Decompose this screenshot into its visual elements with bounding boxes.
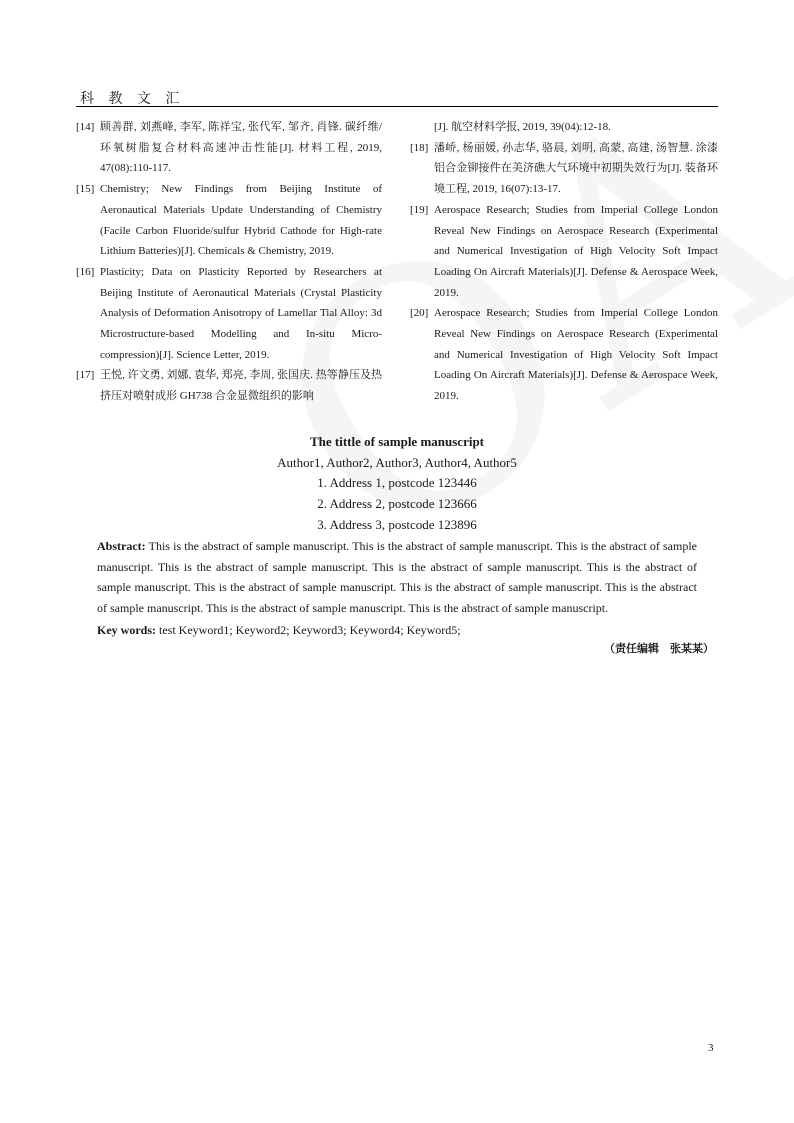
references-right-column xyxy=(410,117,718,407)
reference-text: Aerospace Research; Studies from Imperial College London Reveal New Findings on Aerospace Research (Experimental and Numerical Investigation of High Velocity Soft Impact Loading On Aircraft Materials)[J]. Defense & Aerospace Week, 2019. xyxy=(434,203,718,299)
reference-number: [20] xyxy=(410,307,429,320)
address-line: 2. Address 2, postcode 123666 xyxy=(317,496,477,512)
reference-text: 王悦, 许文勇, 刘娜, 袁华, 郑亮, 李周, 张国庆. 热等静压及热挤压对喷射成形 GH738 合金显微组织的影响 xyxy=(100,369,382,403)
reference-number: [17] xyxy=(76,369,95,382)
reference-item xyxy=(410,200,718,304)
english-title-block xyxy=(76,432,718,536)
editor-note: （责任编辑 张某某） xyxy=(604,642,714,655)
header-rule xyxy=(76,106,718,107)
reference-text: 潘峤, 杨丽媛, 孙志华, 骆晨, 刘明, 高蒙, 高建, 汤智慧. 涂漆铝合金铆接件在美济礁大气环境中初期失效行为[J]. 装备环境工程, 2019, 16(07):13-17. xyxy=(434,141,718,196)
page-number: 3 xyxy=(708,1042,714,1054)
reference-number: [16] xyxy=(76,265,95,278)
reference-text: Plasticity; Data on Plasticity Reported by Researchers at Beijing Institute of Aeronautical Materials (Crystal Plasticity Analysis of Deformation Anisotropy of Lamellar Tial Alloy: 3d Microstructure-based Modelling and In-situ Micro-compression)[J]. Science Letter, 2019. xyxy=(100,265,382,361)
reference-item xyxy=(410,138,718,200)
address-line: 3. Address 3, postcode 123896 xyxy=(317,516,477,532)
abstract-label: Abstract: xyxy=(97,539,146,553)
reference-item xyxy=(76,179,382,262)
keywords-text: test Keyword1; Keyword2; Keyword3; Keyword4; Keyword5; xyxy=(159,623,461,637)
reference-number: [14] xyxy=(76,121,95,133)
manuscript-title: The tittle of sample manuscript xyxy=(309,434,485,449)
reference-item xyxy=(76,117,382,179)
reference-item xyxy=(410,303,718,407)
reference-text: Chemistry; New Findings from Beijing Institute of Aeronautical Materials Update Understanding of Chemistry (Facile Carbon Fluoride/sulfur Hybrid Cathode for High-rate Lithium Batteries)[J]. Chemicals & Chemistry, 2019. xyxy=(100,183,382,258)
reference-item xyxy=(76,262,382,366)
keywords xyxy=(97,620,461,640)
reference-number: [19] xyxy=(410,203,429,216)
reference-number: [15] xyxy=(76,183,95,196)
keywords-label: Key words: xyxy=(97,623,156,637)
reference-text: Aerospace Research; Studies from Imperial College London Reveal New Findings on Aerospace Research (Experimental and Numerical Investigation of High Velocity Soft Impact Loading On Aircraft Materials)[J]. Defense & Aerospace Week, 2019. xyxy=(434,307,718,403)
author-list: Author1, Author2, Author3, Author4, Author5 xyxy=(277,454,517,470)
abstract xyxy=(97,536,697,618)
reference-item xyxy=(76,365,382,406)
reference-number: [18] xyxy=(410,141,429,154)
abstract-text: This is the abstract of sample manuscript. This is the abstract of sample manuscript. This is the abstract of sample manuscript. This is the abstract of sample manuscript. This is the abstract of sample manuscript. This is the abstract of sample manuscript. This is the abstract of sample manuscript. This is the abstract of sample manuscript. This is the abstract of sample manuscript. This is the abstract of sample manuscript. This is the abstract of sample manuscript. xyxy=(97,539,697,615)
address-line: 1. Address 1, postcode 123446 xyxy=(317,475,477,491)
reference-continuation: [J]. 航空材料学报, 2019, 39(04):12-18. xyxy=(434,121,611,133)
reference-text: 顾善群, 刘燕峰, 李军, 陈祥宝, 张代军, 邹齐, 肖锋. 碳纤维/环氧树脂复合材料高速冲击性能[J]. 材料工程, 2019, 47(08):110-117. xyxy=(100,121,382,175)
running-head: 科 教 文 汇 xyxy=(80,91,185,107)
references-left-column xyxy=(76,117,382,407)
